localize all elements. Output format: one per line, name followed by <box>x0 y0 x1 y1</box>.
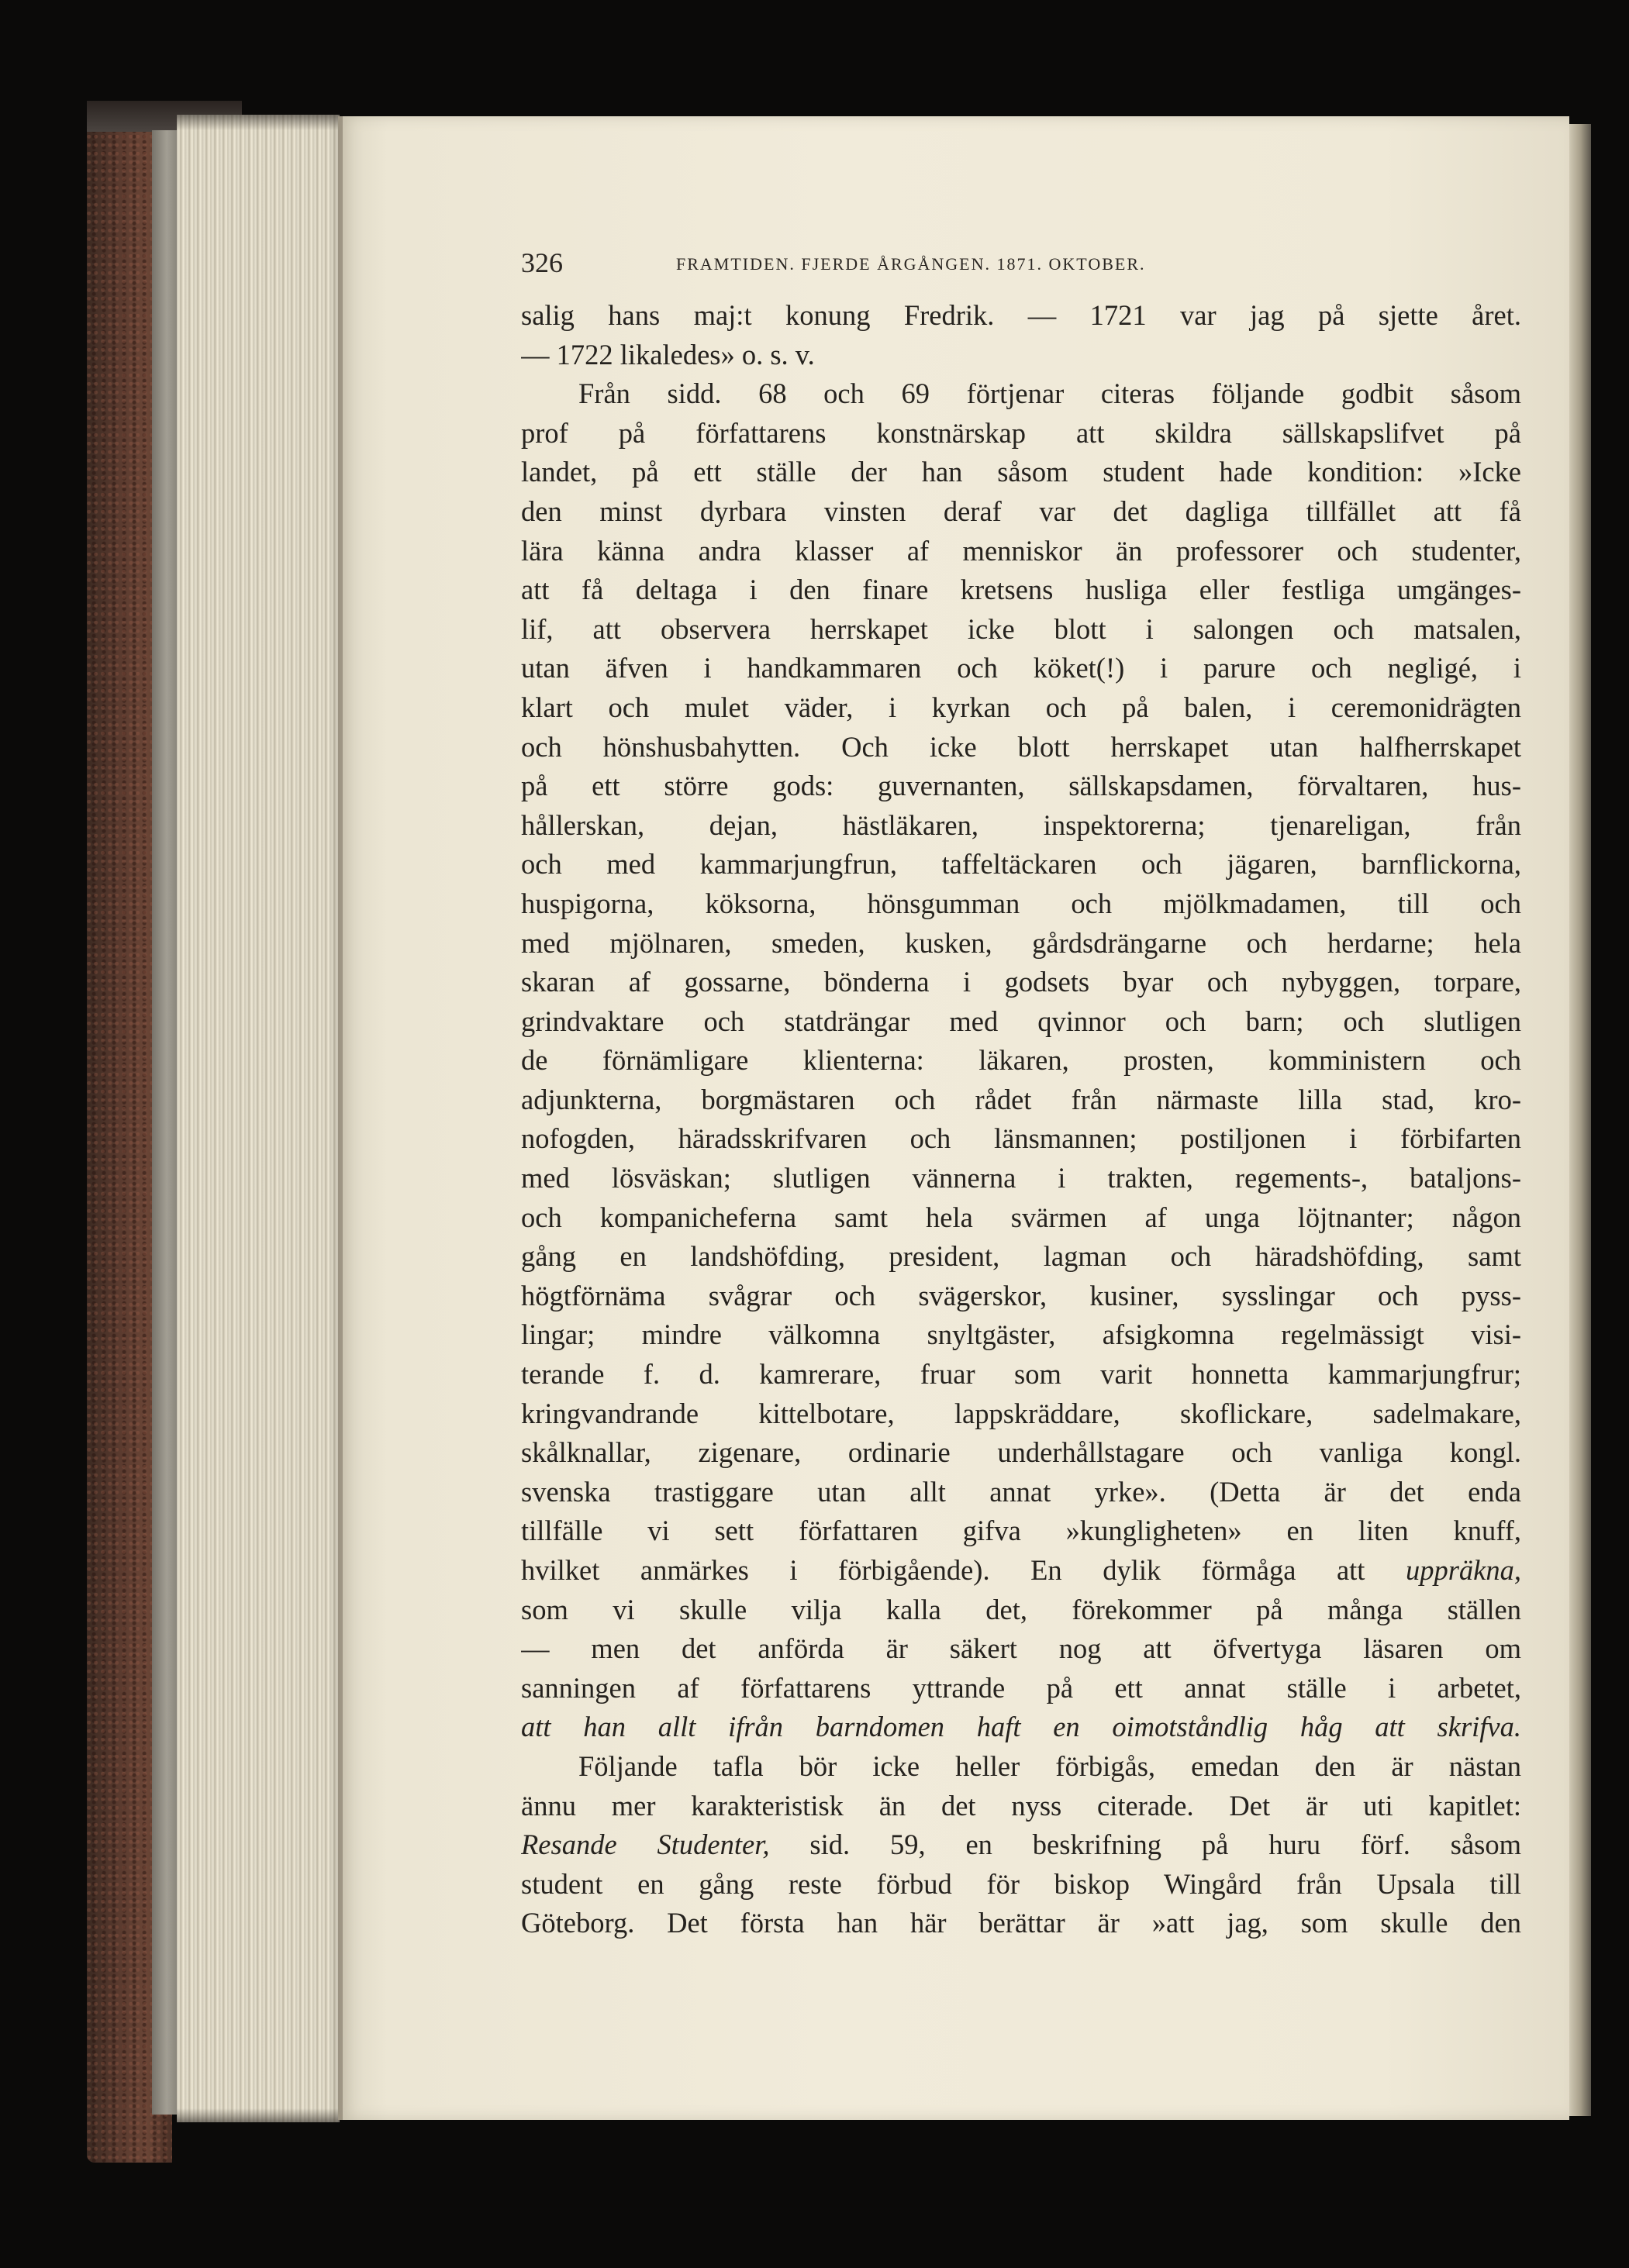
line-text: nofogden, häradsskrifvaren och länsmannen; postiljonen i förbifarten <box>521 1122 1521 1155</box>
text-line <box>521 1629 1521 1669</box>
line-text: högtförnäma svågrar och svägerskor, kusiner, sysslingar och pyss- <box>521 1279 1521 1312</box>
text-line <box>521 924 1521 963</box>
line-text: huspigorna, köksorna, hönsgumman och mjölkmadamen, till och <box>521 887 1521 919</box>
text-line <box>521 649 1521 688</box>
line-text: och med kammarjungfrun, taffeltäckaren och jägaren, barnflickorna, <box>521 848 1521 881</box>
text-line <box>521 1591 1521 1630</box>
cover-board <box>152 130 177 2115</box>
line-text: lära känna andra klasser af menniskor än professorer och studenter, <box>521 534 1521 567</box>
page-block-edges <box>177 115 340 2122</box>
text-line <box>521 1787 1521 1826</box>
page-number: 326 <box>521 247 563 278</box>
text-line <box>521 1825 1521 1865</box>
text-line <box>521 1511 1521 1551</box>
line-text: skaran af gossarne, bönderna i godsets byar och nybyggen, torpare, <box>521 966 1521 998</box>
line-text: prof på författarens konstnärskap att skildra sällskapslifvet på <box>521 416 1521 449</box>
line-text: — 1722 likaledes» o. s. v. <box>521 338 815 371</box>
line-text: student en gång reste förbud för biskop Wingård från Upsala till <box>521 1867 1521 1900</box>
text-line <box>521 767 1521 806</box>
text-line <box>521 1198 1521 1238</box>
line-text: Göteborg. Det första han här berättar är »att jag, som skulle den <box>521 1907 1521 1939</box>
text-line <box>521 1237 1521 1277</box>
line-text: med mjölnaren, smeden, kusken, gårdsdrängarne och herdarne; hela <box>521 926 1521 959</box>
line-text: svenska trastiggare utan allt annat yrke». (Detta är det enda <box>521 1475 1521 1508</box>
line-text: att få deltaga i den finare kretsens husliga eller festliga umgänges- <box>521 574 1521 606</box>
text-line <box>521 845 1521 884</box>
text-line <box>521 1904 1521 1943</box>
page-header <box>521 246 1521 285</box>
text-line <box>521 806 1521 846</box>
line-text: lingar; mindre välkomna snyltgäster, afsigkomna regelmässigt visi- <box>521 1318 1521 1351</box>
text-line <box>521 336 1521 375</box>
line-text: ännu mer karakteristisk än det nyss citerade. Det är uti kapitlet: <box>521 1789 1521 1822</box>
text-line <box>521 1355 1521 1394</box>
text-line <box>521 1708 1521 1747</box>
page-edge <box>1569 124 1591 2116</box>
line-text: sid. 59, en beskrifning på huru förf. såsom <box>769 1829 1521 1861</box>
text-line <box>521 1394 1521 1434</box>
text-line <box>521 1081 1521 1120</box>
line-text: — men det anförda är säkert nog att öfvertyga läsaren om <box>521 1632 1521 1665</box>
line-text: gång en landshöfding, president, lagman och häradshöfding, samt <box>521 1240 1521 1273</box>
line-text: kringvandrande kittelbotare, lappskräddare, skoflickare, sadelmakare, <box>521 1397 1521 1429</box>
text-line <box>521 1315 1521 1355</box>
text-line <box>521 1747 1521 1787</box>
text-line <box>521 374 1521 414</box>
running-head: FRAMTIDEN. FJERDE ÅRGÅNGEN. 1871. OKTOBER. <box>676 254 1146 274</box>
line-text: utan äfven i handkammaren och köket(!) i parure och negligé, i <box>521 652 1521 684</box>
line-text: Följande tafla bör icke heller förbigås, emedan den är nästan <box>578 1749 1521 1782</box>
text-line <box>521 1865 1521 1904</box>
italic-text: Resande Studenter, <box>521 1829 770 1861</box>
text-line <box>521 610 1521 650</box>
italic-text: att han allt ifrån barndomen haft en oimotståndlig håg att skrifva. <box>521 1711 1521 1743</box>
line-text: den minst dyrbara vinsten deraf var det dagliga tillfället att få <box>521 495 1521 527</box>
text-line <box>521 1119 1521 1159</box>
text-line <box>521 1551 1521 1591</box>
text-line <box>521 1473 1521 1512</box>
line-text: Från sidd. 68 och 69 förtjenar citeras följande godbit såsom <box>578 377 1521 410</box>
line-text: sanningen af författarens yttrande på ett annat ställe i arbetet, <box>521 1671 1521 1704</box>
text-line <box>521 1669 1521 1708</box>
line-text: klart och mulet väder, i kyrkan och på balen, i ceremonidrägten <box>521 691 1521 723</box>
text-line <box>521 1433 1521 1473</box>
line-text: som vi skulle vilja kalla det, förekommer på många ställen <box>521 1593 1521 1625</box>
text-line <box>521 296 1521 336</box>
text-line <box>521 414 1521 453</box>
line-text: lif, att observera herrskapet icke blott i salongen och matsalen, <box>521 612 1521 645</box>
line-text: hållerskan, dejan, hästläkaren, inspektorerna; tjenareligan, från <box>521 808 1521 841</box>
text-line <box>521 884 1521 924</box>
text-line <box>521 1277 1521 1316</box>
text-line <box>521 532 1521 571</box>
gutter <box>338 116 343 2120</box>
text-line <box>521 1041 1521 1081</box>
line-text: grindvaktare och statdrängar med qvinnor och barn; och slutligen <box>521 1005 1521 1037</box>
text-line <box>521 688 1521 728</box>
line-text: salig hans maj:t konung Fredrik. — 1721 var jag på sjette året. <box>521 299 1521 331</box>
line-text: hvilket anmärkes i förbigående). En dylik förmåga att <box>521 1554 1406 1586</box>
line-text: de förnämligare klienterna: läkaren, prosten, komministern och <box>521 1044 1521 1077</box>
text-line <box>521 963 1521 1002</box>
line-text: och kompanicheferna samt hela svärmen af unga löjtnanter; någon <box>521 1201 1521 1233</box>
line-text: landet, på ett ställe der han såsom student hade kondition: »Icke <box>521 456 1521 488</box>
text-line <box>521 492 1521 532</box>
line-text: adjunkterna, borgmästaren och rådet från närmaste lilla stad, kro- <box>521 1083 1521 1115</box>
text-line <box>521 570 1521 610</box>
text-line <box>521 1159 1521 1198</box>
line-text: terande f. d. kamrerare, fruar som varit honnetta kammarjungfrur; <box>521 1358 1521 1391</box>
line-text: på ett större gods: guvernanten, sällskapsdamen, förvaltaren, hus- <box>521 770 1521 802</box>
text-line <box>521 1002 1521 1042</box>
line-text: skålknallar, zigenare, ordinarie underhållstagare och vanliga kongl. <box>521 1436 1521 1469</box>
line-text: med lösväskan; slutligen vännerna i trakten, regements-, bataljons- <box>521 1162 1521 1194</box>
text-line <box>521 728 1521 767</box>
text-line <box>521 453 1521 492</box>
line-text: tillfälle vi sett författaren gifva »kungligheten» en liten knuff, <box>521 1515 1521 1547</box>
body-text <box>521 296 1521 1943</box>
italic-text: uppräkna, <box>1405 1554 1521 1586</box>
line-text: och hönshusbahytten. Och icke blott herrskapet utan halfherrskapet <box>521 730 1521 763</box>
